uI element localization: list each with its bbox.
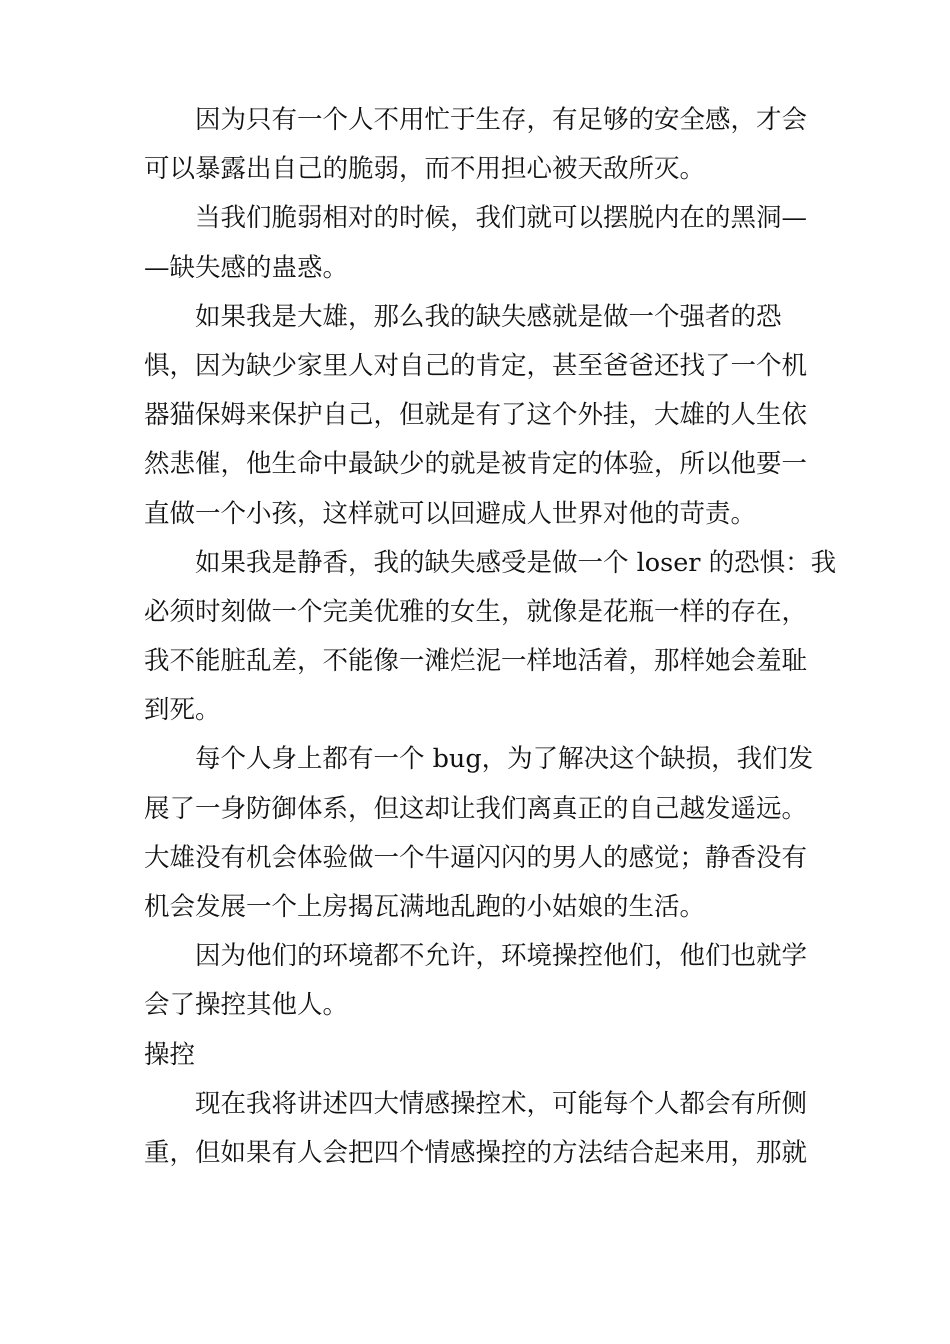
paragraph-first-line: 每个人身上都有一个 bug，为了解决这个缺损，我们发: [195, 744, 814, 775]
paragraph-first-line: 因为他们的环境都不允许，环境操控他们，他们也就学: [195, 941, 808, 972]
paragraph-first-line: 因为只有一个人不用忙于生存，有足够的安全感，才会: [195, 105, 808, 135]
text-line: 操控: [144, 1039, 196, 1070]
text-line: 我不能脏乱差，不能像一滩烂泥一样地活着，那样她会羞耻: [144, 646, 808, 677]
text-line: 然悲催，他生命中最缺少的就是被肯定的体验，所以他要一: [144, 449, 808, 480]
text-line: 会了操控其他人。: [144, 990, 349, 1021]
text-line: —缺失感的蛊惑。: [144, 252, 349, 283]
text-line: 展了一身防御体系，但这却让我们离真正的自己越发遥远。: [144, 793, 808, 824]
text-line: 机会发展一个上房揭瓦满地乱跑的小姑娘的生活。: [144, 892, 706, 922]
text-line: 惧，因为缺少家里人对自己的肯定，甚至爸爸还找了一个机: [144, 350, 808, 381]
paragraph-first-line: 如果我是大雄，那么我的缺失感就是做一个强者的恐: [195, 301, 782, 332]
text-line: 直做一个小孩，这样就可以回避成人世界对他的苛责。: [144, 498, 757, 529]
text-line: 大雄没有机会体验做一个牛逼闪闪的男人的感觉；静香没有: [144, 842, 808, 873]
text-line: 必须时刻做一个完美优雅的女生，就像是花瓶一样的存在，: [144, 596, 808, 627]
paragraph-first-line: 当我们脆弱相对的时候，我们就可以摆脱内在的黑洞—: [195, 203, 808, 234]
paragraph-first-line: 现在我将讲述四大情感操控术，可能每个人都会有所侧: [195, 1088, 808, 1119]
body-text: [144, 96, 837, 1178]
text-line: 器猫保姆来保护自己，但就是有了这个外挂，大雄的人生依: [144, 400, 808, 431]
text-line: 重，但如果有人会把四个情感操控的方法结合起来用，那就: [144, 1137, 808, 1168]
text-line: 到死。: [144, 695, 221, 726]
text-line: 可以暴露出自己的脆弱，而不用担心被天敌所灭。: [144, 154, 706, 185]
paragraph-first-line: 如果我是静香，我的缺失感受是做一个 loser 的恐惧：我: [195, 547, 837, 578]
